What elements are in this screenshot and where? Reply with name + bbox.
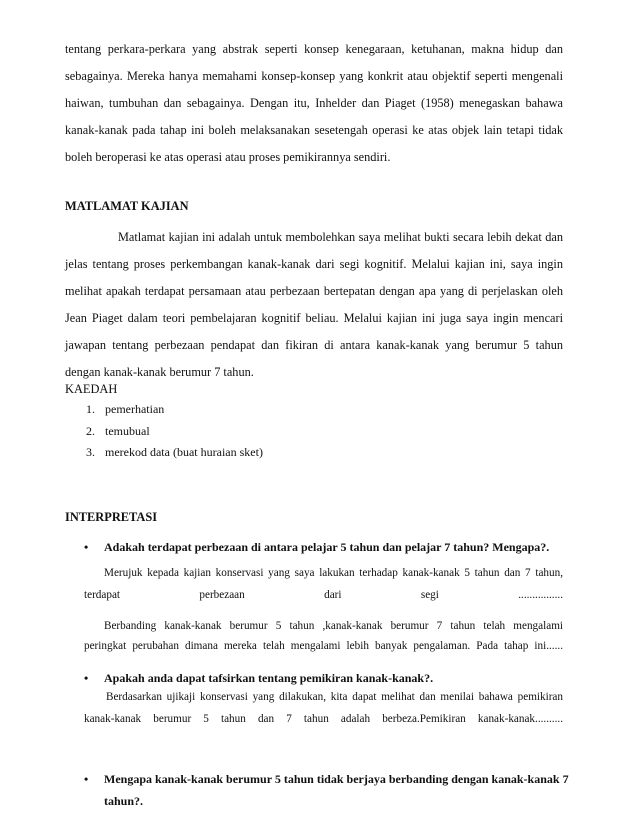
section-heading-kaedah: KAEDAH [65,382,118,396]
question-3 [84,772,569,787]
kaedah-item [86,424,150,439]
bullet-icon: • [84,540,89,554]
bullet-icon: • [84,772,89,786]
intro-line: boleh beroperasi ke atas operasi atau proses pemikirannya sendiri. [65,150,391,164]
intro-line: sebagainya. Mereka hanya memahami konsep-konsep yang konkrit atau objektif seperti mengenali [65,69,563,83]
question-text: Adakah terdapat perbezaan di antara pelajar 5 tahun dan pelajar 7 tahun? Mengapa?. [104,540,550,554]
matlamat-line: Matlamat kajian ini adalah untuk membolehkan saya melihat bukti secara lebih dekat dan [118,230,563,244]
section-heading-matlamat: MATLAMAT KAJIAN [65,199,189,213]
matlamat-line: jawapan tentang perbezaan pendapat dan fikiran di antara kanak-kanak yang berumur 5 tahun [65,338,563,352]
answer-line: Merujuk kepada kajian konservasi yang saya lakukan terhadap kanak-kanak 5 tahun dan 7 tahun, [104,567,563,579]
question-1 [84,540,549,555]
item-text: pemerhatian [105,402,165,416]
answer-line: Berbanding kanak-kanak berumur 5 tahun ,kanak-kanak berumur 7 tahun telah mengalami [104,620,563,632]
answer-line: kanak-kanak berumur 5 tahun dan 7 tahun adalah berbeza.Pemikiran kanak-kanak.......... [84,713,563,725]
matlamat-line: Jean Piaget dalam teori pembelajaran kognitif beliau. Melalui kajian ini juga saya ingin mencari [65,311,563,325]
bullet-icon: • [84,671,89,685]
item-number: 2. [86,424,95,438]
section-heading-interpretasi: INTERPRETASI [65,510,158,524]
question-text-cont: tahun?. [104,794,144,808]
kaedah-item [86,445,263,460]
intro-line: tentang perkara-perkara yang abstrak seperti konsep kenegaraan, ketuhanan, makna hidup dan [65,42,563,56]
matlamat-line: jelas tentang proses perkembangan kanak-kanak dari segi kognitif. Melalui kajian ini, saya ingin [65,257,563,271]
item-text: temubual [105,424,150,438]
answer-line: Berdasarkan ujikaji konservasi yang dilakukan, kita dapat melihat dan menilai bahawa pemikiran [106,691,563,703]
matlamat-line: melihat apakah terdapat persamaan atau perbezaan bertepatan dengan apa yang di perjelaskan oleh [65,284,563,298]
question-2 [84,671,433,686]
answer-line: peringkat perubahan dimana mereka telah mengalami lebih banyak pengalaman. Pada tahap ini...... [84,640,563,652]
intro-line: kanak-kanak pada tahap ini boleh melaksanakan sesetengah operasi ke atas objek lain tetapi tidak [65,123,563,137]
item-number: 3. [86,445,95,459]
kaedah-item [86,402,164,417]
matlamat-line: dengan kanak-kanak berumur 7 tahun. [65,365,254,379]
intro-line: haiwan, tumbuhan dan sebagainya. Dengan itu, Inhelder dan Piaget (1958) menegaskan bahawa [65,96,563,110]
question-text: Mengapa kanak-kanak berumur 5 tahun tidak berjaya berbanding dengan kanak-kanak 7 [104,772,569,786]
question-text: Apakah anda dapat tafsirkan tentang pemikiran kanak-kanak?. [104,671,434,685]
answer-line: terdapat perbezaan dari segi ................ [84,589,563,601]
item-text: merekod data (buat huraian sket) [105,445,263,459]
item-number: 1. [86,402,95,416]
